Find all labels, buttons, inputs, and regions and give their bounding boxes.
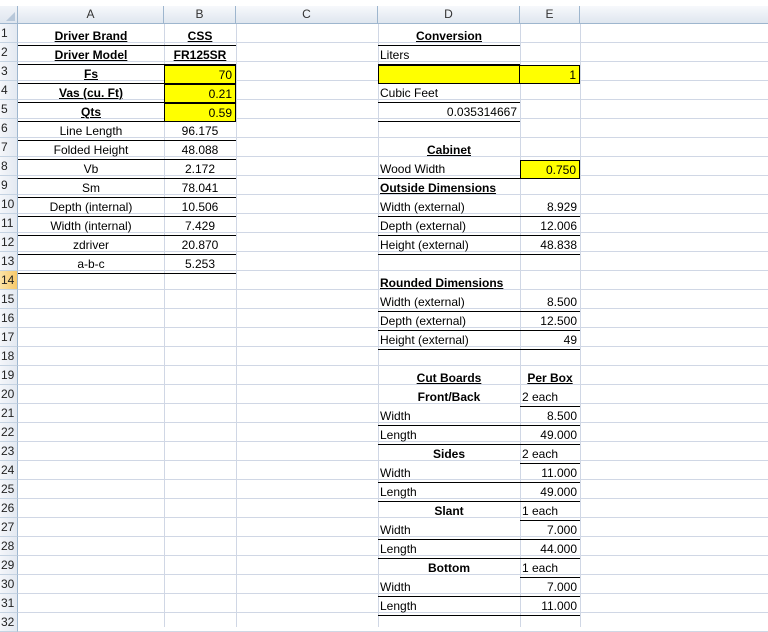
cell-e21[interactable]: 8.500 bbox=[520, 407, 580, 426]
column-header-b[interactable]: B bbox=[164, 6, 236, 24]
row-header-11[interactable]: 11 bbox=[0, 214, 18, 233]
cell-d26[interactable]: Slant bbox=[434, 504, 464, 518]
cell-d21[interactable]: Width bbox=[378, 407, 520, 426]
cell-b8[interactable]: 2.172 bbox=[164, 160, 236, 179]
cell-d28[interactable]: Length bbox=[378, 540, 520, 559]
column-header-a[interactable]: A bbox=[18, 6, 164, 24]
cell-d20[interactable]: Front/Back bbox=[417, 390, 481, 404]
select-all-triangle-icon bbox=[6, 12, 15, 21]
cell-a12[interactable]: zdriver bbox=[18, 236, 164, 255]
cell-b5[interactable]: 0.59 bbox=[164, 103, 236, 122]
cell-d11[interactable]: Depth (external) bbox=[378, 217, 520, 236]
row-header-25[interactable]: 25 bbox=[0, 480, 18, 499]
row-header-29[interactable]: 29 bbox=[0, 556, 18, 575]
cell-d30[interactable]: Width bbox=[378, 578, 520, 597]
cell-b3[interactable]: 70 bbox=[164, 65, 236, 84]
cell-b2[interactable]: FR125SR bbox=[164, 46, 236, 65]
cell-e30[interactable]: 7.000 bbox=[520, 578, 580, 597]
gridline bbox=[18, 365, 768, 366]
row-header-23[interactable]: 23 bbox=[0, 442, 18, 461]
cell-d25[interactable]: Length bbox=[378, 483, 520, 502]
row-header-8[interactable]: 8 bbox=[0, 157, 18, 176]
cell-d17[interactable]: Height (external) bbox=[378, 331, 520, 350]
cell-b13[interactable]: 5.253 bbox=[164, 255, 236, 274]
row-header-12[interactable]: 12 bbox=[0, 233, 18, 252]
cell-e26[interactable]: 1 each bbox=[520, 502, 580, 521]
cell-d9[interactable]: Outside Dimensions bbox=[380, 181, 497, 195]
cell-d29[interactable]: Bottom bbox=[428, 561, 470, 575]
cell-e17[interactable]: 49 bbox=[520, 331, 580, 350]
cell-e31[interactable]: 11.000 bbox=[520, 597, 580, 616]
cell-b6[interactable]: 96.175 bbox=[164, 122, 236, 141]
cell-e11[interactable]: 12.006 bbox=[520, 217, 580, 236]
cell-d23[interactable]: Sides bbox=[432, 447, 465, 461]
row-header-17[interactable]: 17 bbox=[0, 328, 18, 347]
row-header-30[interactable]: 30 bbox=[0, 575, 18, 594]
row-header-1[interactable]: 1 bbox=[0, 24, 18, 43]
column-header-blank bbox=[580, 6, 768, 24]
row-header-3[interactable]: 3 bbox=[0, 62, 18, 81]
row-header-14[interactable]: 14 bbox=[0, 271, 18, 290]
row-header-31[interactable]: 31 bbox=[0, 594, 18, 613]
row-header-5[interactable]: 5 bbox=[0, 100, 18, 119]
row-header-28[interactable]: 28 bbox=[0, 537, 18, 556]
cell-d3[interactable] bbox=[378, 65, 520, 84]
cell-d10[interactable]: Width (external) bbox=[378, 198, 520, 217]
row-header-2[interactable]: 2 bbox=[0, 43, 18, 62]
cell-d14[interactable]: Rounded Dimensions bbox=[380, 276, 504, 290]
cell-a2[interactable]: Driver Model bbox=[18, 46, 164, 65]
cell-d27[interactable]: Width bbox=[378, 521, 520, 540]
cell-a5[interactable]: Qts bbox=[18, 103, 164, 122]
row-header-26[interactable]: 26 bbox=[0, 499, 18, 518]
column-header-d[interactable]: D bbox=[378, 6, 520, 24]
cell-a6[interactable]: Line Length bbox=[18, 122, 164, 141]
cell-d16[interactable]: Depth (external) bbox=[378, 312, 520, 331]
cell-a8[interactable]: Vb bbox=[18, 160, 164, 179]
cell-d2[interactable]: Liters bbox=[378, 46, 520, 65]
cell-d5[interactable]: 0.035314667 bbox=[378, 103, 520, 122]
cell-e25[interactable]: 49.000 bbox=[520, 483, 580, 502]
cell-b4[interactable]: 0.21 bbox=[164, 84, 236, 103]
cell-e12[interactable]: 48.838 bbox=[520, 236, 580, 255]
cell-d1[interactable]: Conversion bbox=[378, 27, 520, 46]
cell-e28[interactable]: 44.000 bbox=[520, 540, 580, 559]
cell-e22[interactable]: 49.000 bbox=[520, 426, 580, 445]
row-header-27[interactable]: 27 bbox=[0, 518, 18, 537]
cell-b10[interactable]: 10.506 bbox=[164, 198, 236, 217]
column-header-c[interactable]: C bbox=[236, 6, 378, 24]
cell-e8[interactable]: 0.750 bbox=[520, 160, 580, 179]
cell-e23[interactable]: 2 each bbox=[520, 445, 580, 464]
row-header-6[interactable]: 6 bbox=[0, 119, 18, 138]
cell-e19[interactable]: Per Box bbox=[527, 371, 573, 385]
row-header-4[interactable]: 4 bbox=[0, 81, 18, 100]
cell-e3[interactable]: 1 bbox=[520, 65, 580, 84]
cell-b11[interactable]: 7.429 bbox=[164, 217, 236, 236]
cell-b12[interactable]: 20.870 bbox=[164, 236, 236, 255]
row-header-7[interactable]: 7 bbox=[0, 138, 18, 157]
cell-e24[interactable]: 11.000 bbox=[520, 464, 580, 483]
cell-d7[interactable]: Cabinet bbox=[426, 143, 471, 157]
cell-d19[interactable]: Cut Boards bbox=[416, 371, 482, 385]
cell-d8[interactable]: Wood Width bbox=[378, 160, 520, 179]
column-header-e[interactable]: E bbox=[520, 6, 580, 24]
cell-d31[interactable]: Length bbox=[378, 597, 520, 616]
cell-d22[interactable]: Length bbox=[378, 426, 520, 445]
cell-e29[interactable]: 1 each bbox=[520, 559, 580, 578]
cell-a11[interactable]: Width (internal) bbox=[18, 217, 164, 236]
cell-d24[interactable]: Width bbox=[378, 464, 520, 483]
row-header-9[interactable]: 9 bbox=[0, 176, 18, 195]
top-spacer bbox=[0, 0, 768, 6]
row-header-10[interactable]: 10 bbox=[0, 195, 18, 214]
cell-a1[interactable]: Driver Brand bbox=[18, 27, 164, 46]
row-header-32[interactable]: 32 bbox=[0, 613, 18, 632]
row-header-15[interactable]: 15 bbox=[0, 290, 18, 309]
cell-a9[interactable]: Sm bbox=[18, 179, 164, 198]
cell-a4[interactable]: Vas (cu. Ft) bbox=[18, 84, 164, 103]
cell-e10[interactable]: 8.929 bbox=[520, 198, 580, 217]
row-header-13[interactable]: 13 bbox=[0, 252, 18, 271]
row-header-18[interactable]: 18 bbox=[0, 347, 18, 366]
row-header-20[interactable]: 20 bbox=[0, 385, 18, 404]
cell-a7[interactable]: Folded Height bbox=[18, 141, 164, 160]
cell-a10[interactable]: Depth (internal) bbox=[18, 198, 164, 217]
row-header-22[interactable]: 22 bbox=[0, 423, 18, 442]
cell-e20[interactable]: 2 each bbox=[520, 388, 580, 407]
cell-b7[interactable]: 48.088 bbox=[164, 141, 236, 160]
cell-e15[interactable]: 8.500 bbox=[520, 293, 580, 312]
cell-e16[interactable]: 12.500 bbox=[520, 312, 580, 331]
cell-d12[interactable]: Height (external) bbox=[378, 236, 520, 255]
cell-d15[interactable]: Width (external) bbox=[378, 293, 520, 312]
cell-d4[interactable]: Cubic Feet bbox=[378, 84, 520, 103]
row-header-24[interactable]: 24 bbox=[0, 461, 18, 480]
cell-e27[interactable]: 7.000 bbox=[520, 521, 580, 540]
cell-a3[interactable]: Fs bbox=[18, 65, 164, 84]
cell-b1[interactable]: CSS bbox=[164, 27, 236, 46]
row-header-21[interactable]: 21 bbox=[0, 404, 18, 423]
cell-a13[interactable]: a-b-c bbox=[18, 255, 164, 274]
row-header-19[interactable]: 19 bbox=[0, 366, 18, 385]
row-header-16[interactable]: 16 bbox=[0, 309, 18, 328]
cell-b9[interactable]: 78.041 bbox=[164, 179, 236, 198]
